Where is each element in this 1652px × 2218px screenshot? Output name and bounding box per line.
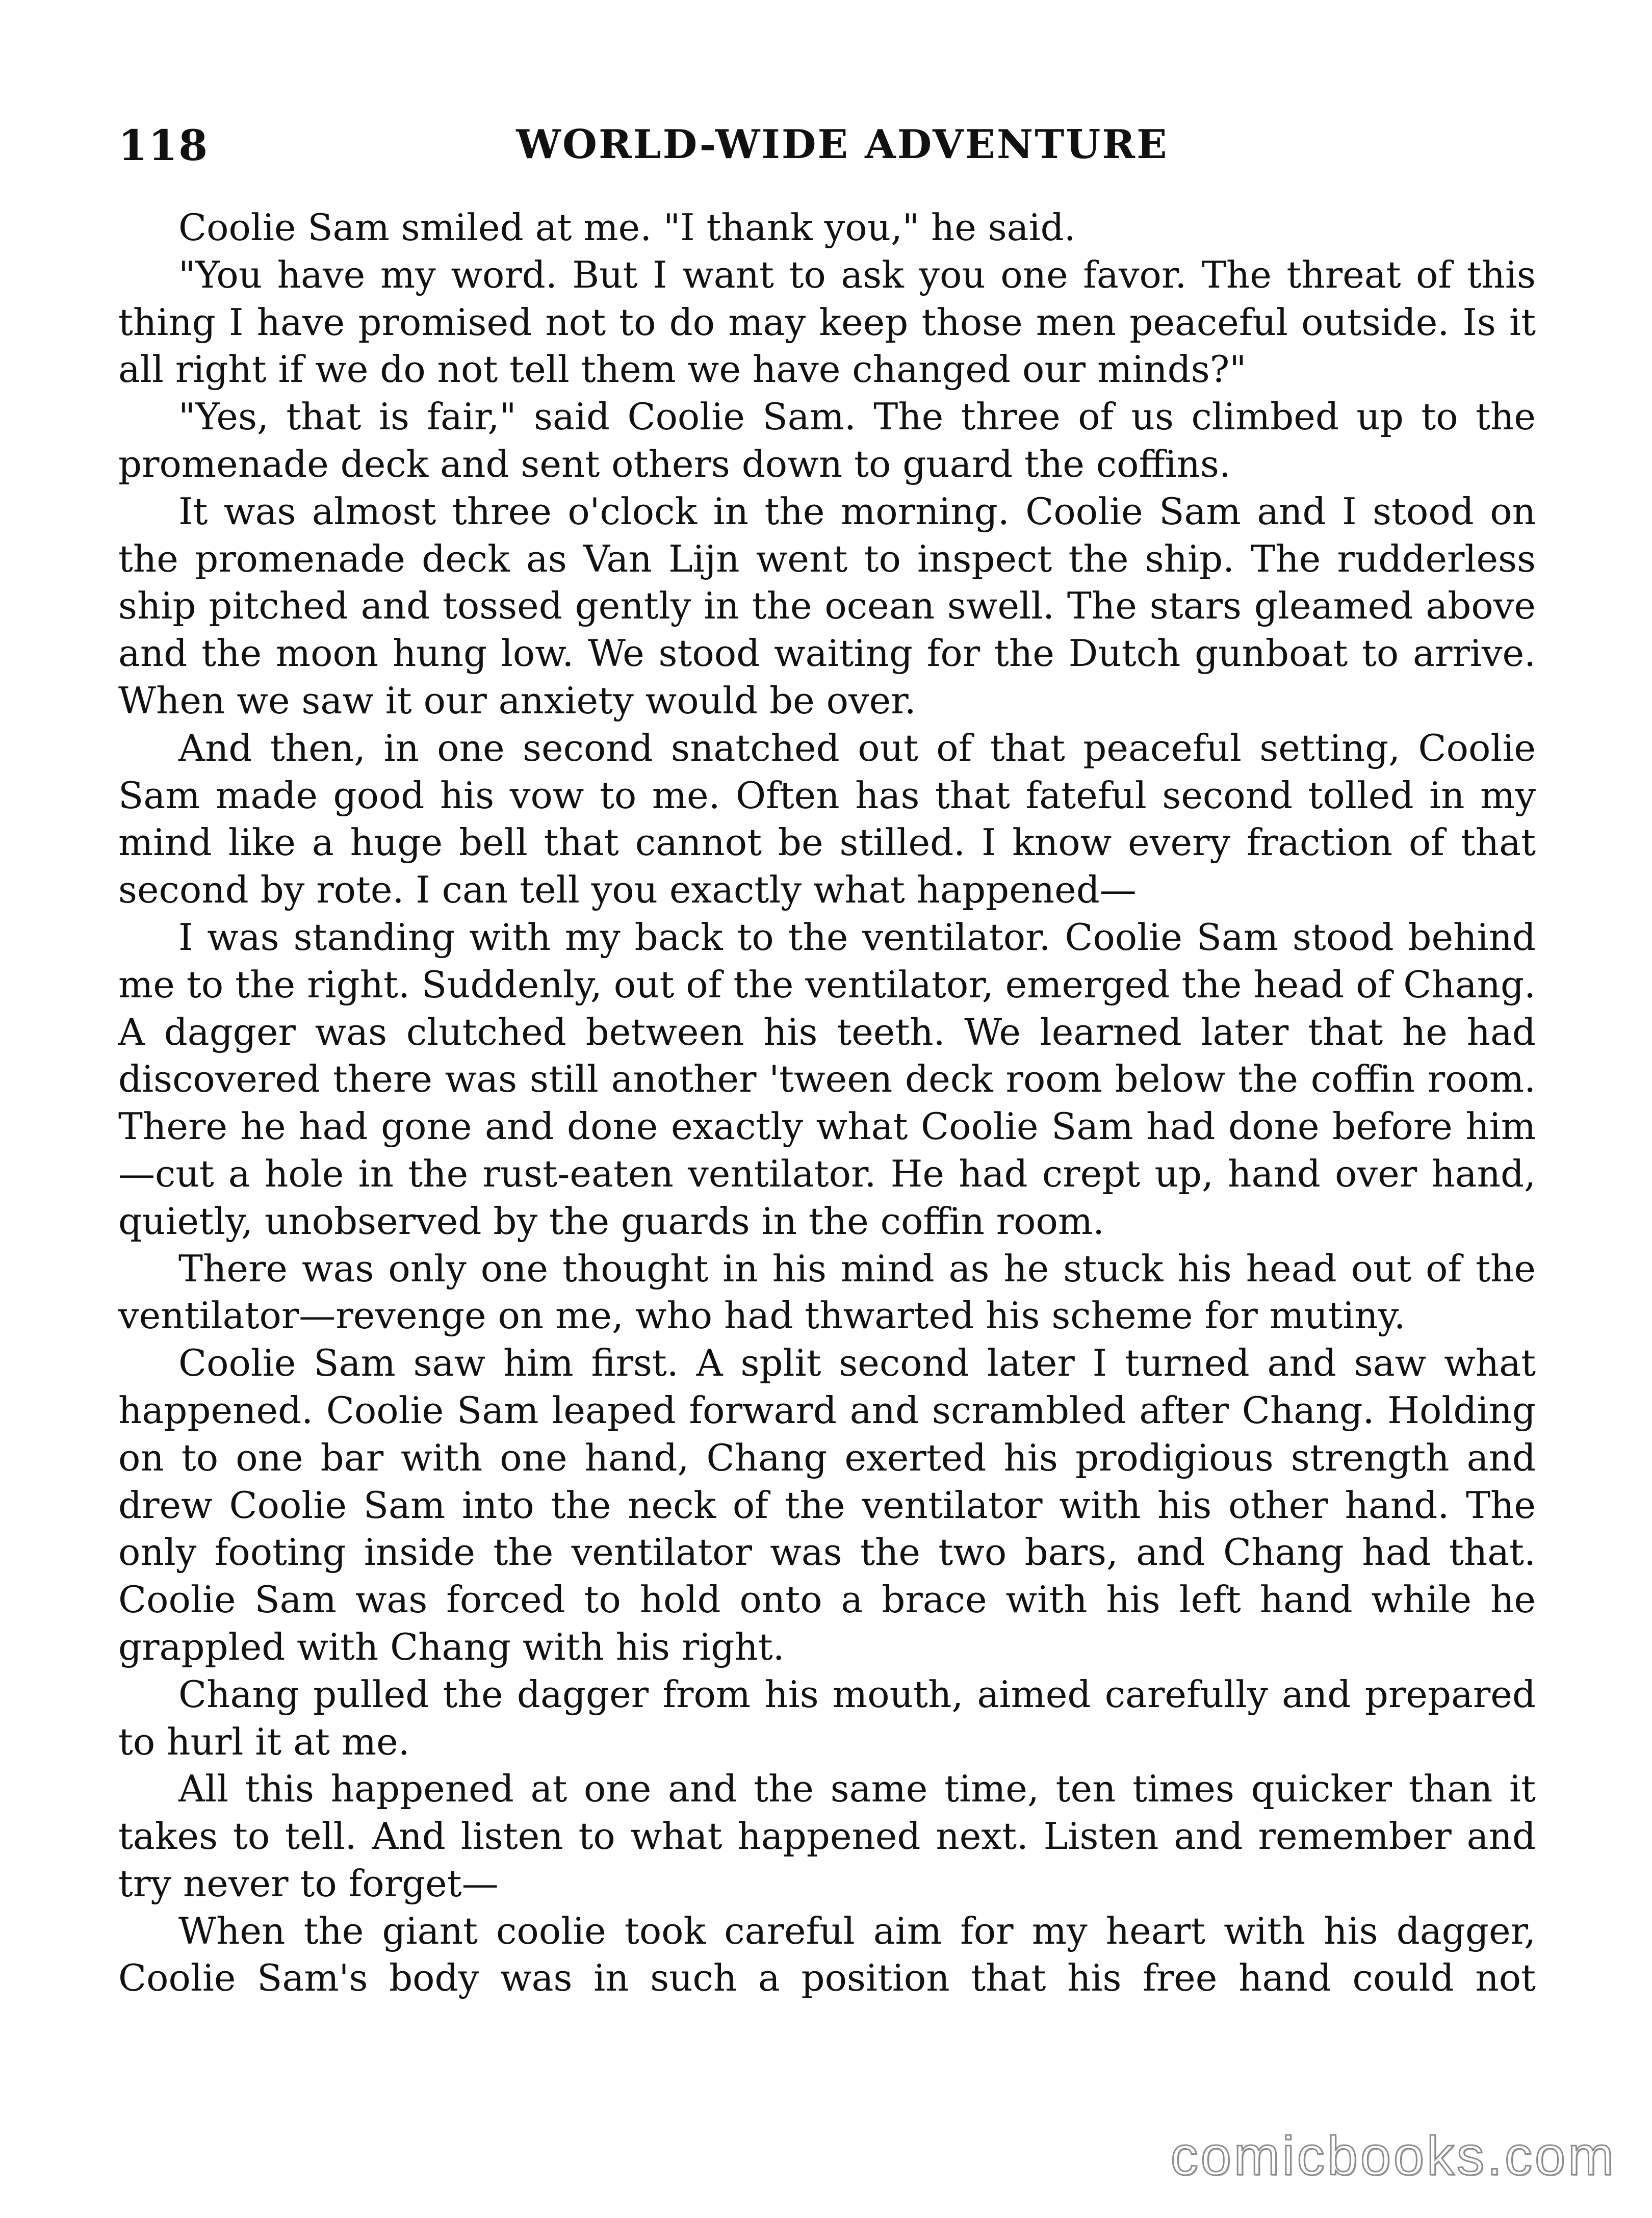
paragraph: When the giant coolie took careful aim for my heart with his dagger, Coolie Sam's body was in such a position that his free hand could not — [118, 1909, 1536, 2000]
paragraph: I was standing with my back to the ventilator. Coolie Sam stood behind me to the right. Suddenly, out of the ventilator, emerged the head of Chang. A dagger was clutched between his teeth. We learned later that he had discovered there was still another 'tween deck room below the coffin room. There he had gone and done exactly what Coolie Sam had done before him—cut a hole in the rust-eaten ventilator. He had crept up, hand over hand, quietly, unobserved by the guards in the coffin room. — [118, 915, 1536, 1243]
paragraph: And then, in one second snatched out of that peaceful setting, Coolie Sam made good his vow to me. Often has that fateful second tolled in my mind like a huge bell that cannot be stilled. I know every fraction of that second by rote. I can tell you exactly what happened— — [118, 726, 1536, 912]
paragraph: Coolie Sam smiled at me. "I thank you," he said. — [178, 206, 1076, 249]
paragraph: All this happened at one and the same time, ten times quicker than it takes to tell. And listen to what happened next. Listen and remember and try never to forget— — [118, 1767, 1536, 1905]
running-head — [118, 121, 1536, 183]
paragraph: Chang pulled the dagger from his mouth, aimed carefully and prepared to hurl it at me. — [118, 1672, 1536, 1763]
body-text — [118, 204, 1536, 2002]
paragraph: "Yes, that is fair," said Coolie Sam. The three of us climbed up to the promenade deck and sent others down to guard the coffins. — [118, 395, 1536, 485]
paragraph: There was only one thought in his mind as he stuck his head out of the ventilator—revenge on me, who had thwarted his scheme for mutiny. — [118, 1247, 1536, 1337]
paragraph: It was almost three o'clock in the morning. Coolie Sam and I stood on the promenade deck as Van Lijn went to inspect the ship. The rudderless ship pitched and tossed gently in the ocean swell. The stars gleamed above and the moon hung low. We stood waiting for the Dutch gunboat to arrive. When we saw it our anxiety would be over. — [118, 489, 1536, 722]
book-title: WORLD-WIDE ADVENTURE — [516, 121, 1169, 168]
paragraph: Coolie Sam saw him first. A split second later I turned and saw what happened. Coolie Sam leaped forward and scrambled after Chang. Holding on to one bar with one hand, Chang exerted his prodigious strength and drew Coolie Sam into the neck of the ventilator with his other hand. The only footing inside the ventilator was the two bars, and Chang had that. Coolie Sam was forced to hold onto a brace with his left hand while he grappled with Chang with his right. — [118, 1342, 1536, 1668]
paragraph: "You have my word. But I want to ask you one favor. The threat of this thing I have promised not to do may keep those men peaceful outside. Is it all right if we do not tell them we have changed our minds?" — [118, 253, 1536, 391]
watermark-logo: comicbooks.com — [1170, 2125, 1616, 2186]
page-number: 118 — [118, 121, 209, 170]
